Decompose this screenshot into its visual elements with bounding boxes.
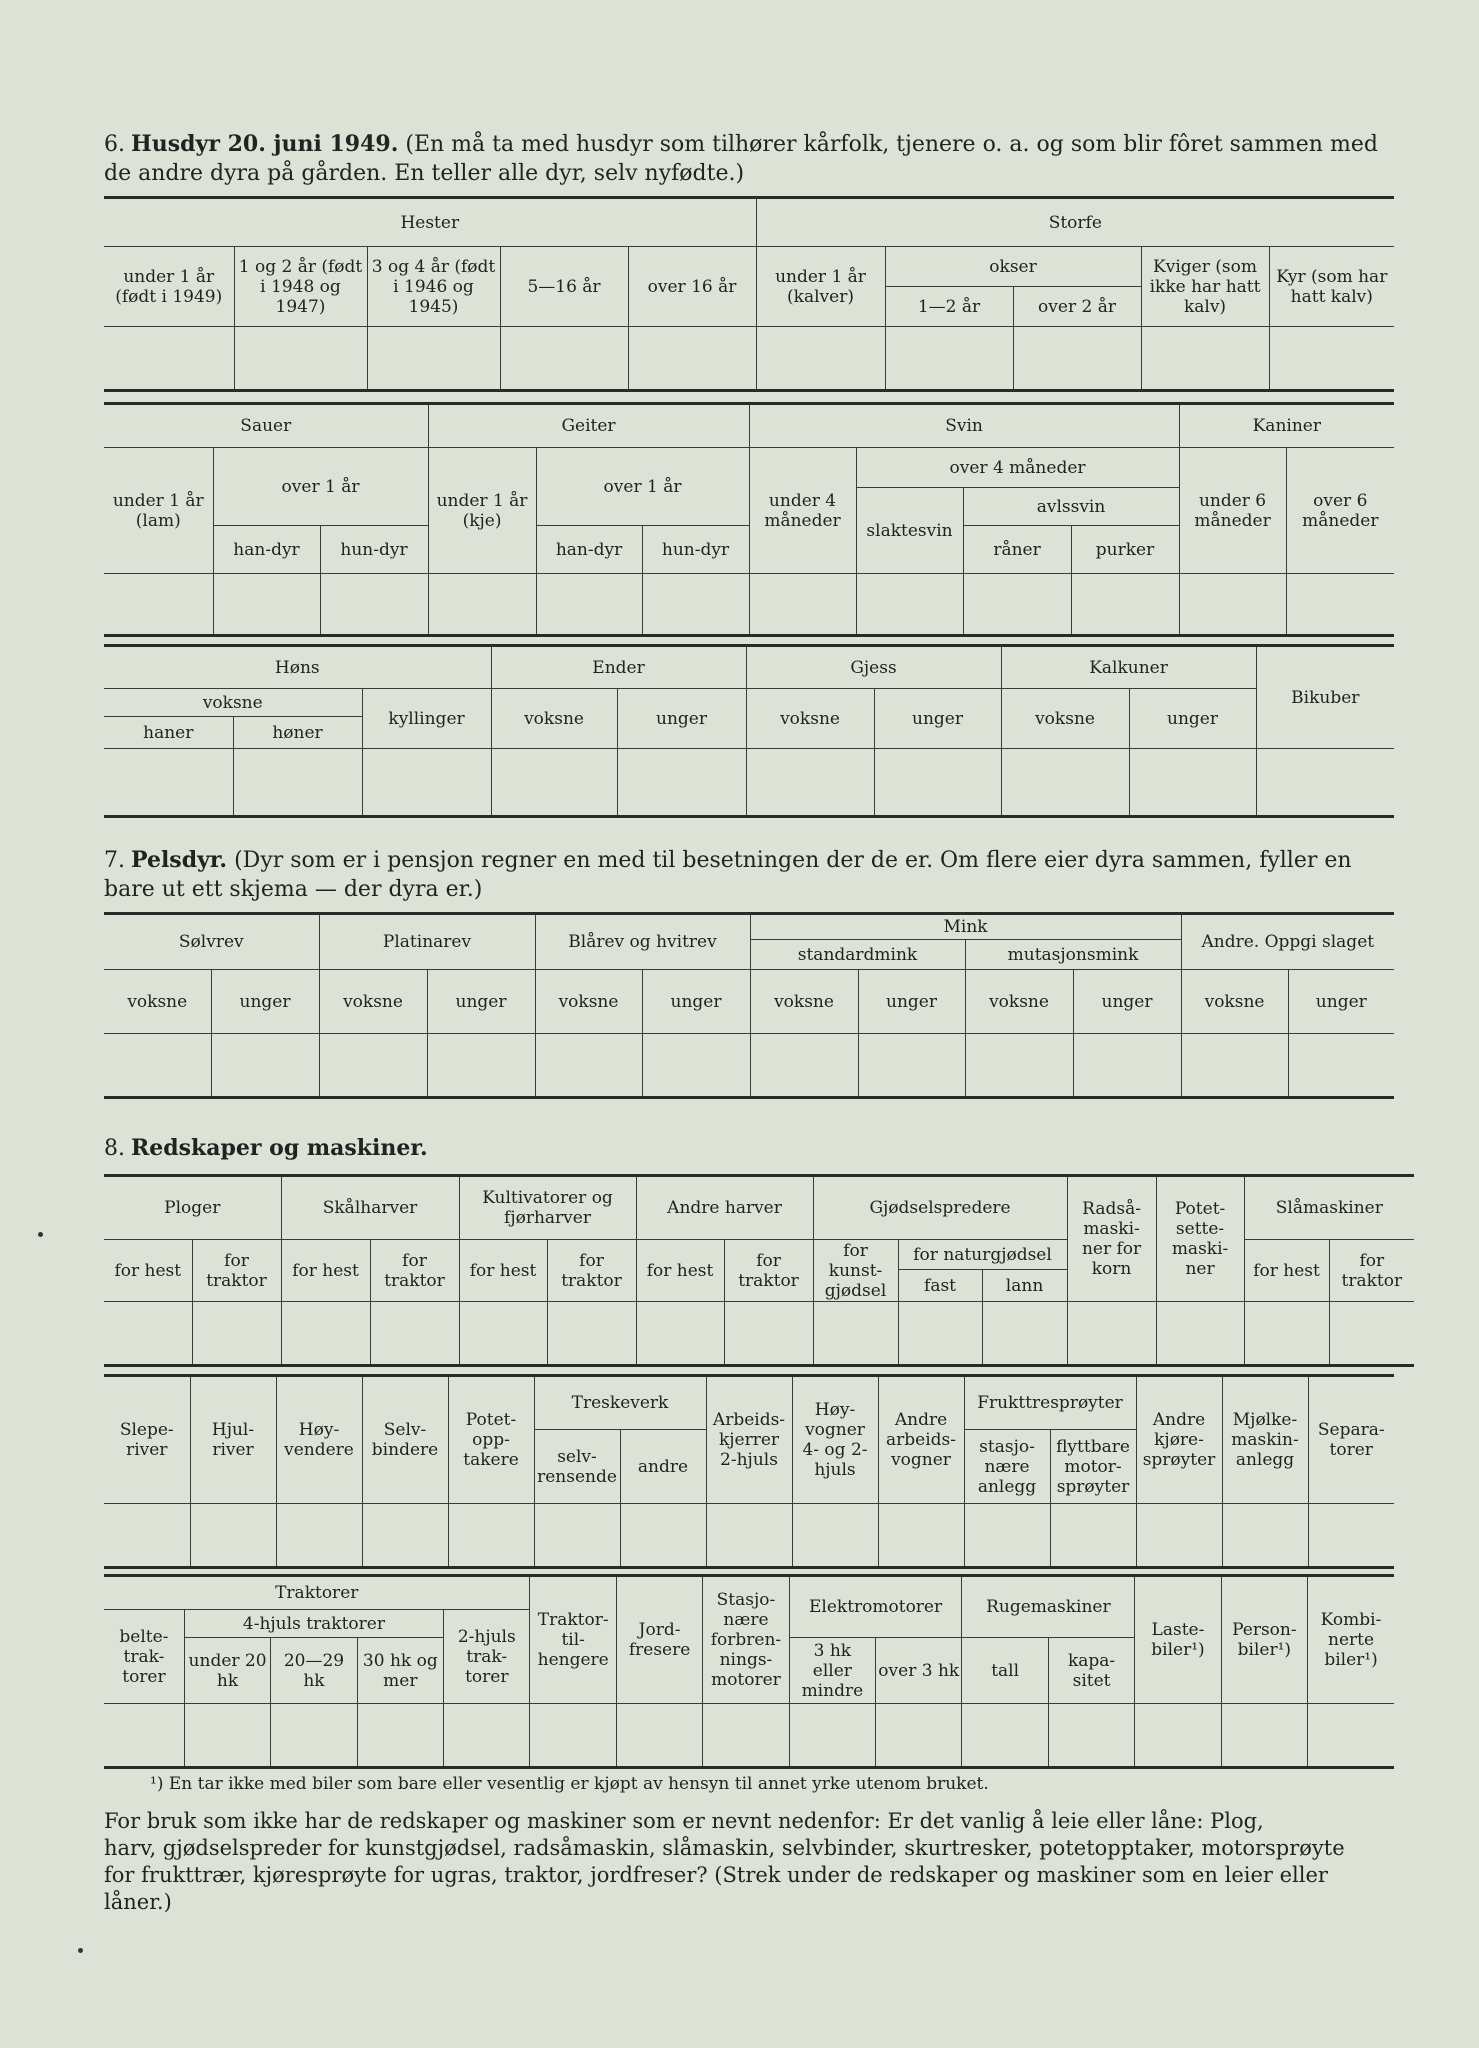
- data-cell[interactable]: [104, 1504, 190, 1568]
- data-cell[interactable]: [1308, 1504, 1394, 1568]
- blarev-header: Blårev og hvitrev: [535, 914, 750, 970]
- elmotor-3hk-eller-mindre: 3 hk eller mindre: [789, 1638, 875, 1704]
- data-cell[interactable]: [1135, 1704, 1221, 1768]
- beltetraktorer: belte-trak-torer: [104, 1610, 184, 1704]
- gjodsel-for-naturgjodsel: for naturgjødsel: [898, 1240, 1067, 1270]
- kultivatorer-for-traktor: for traktor: [547, 1240, 636, 1302]
- data-cell[interactable]: [620, 1504, 706, 1568]
- sproyter-flyttbare: flyttbare motor-sprøyter: [1050, 1430, 1136, 1504]
- andre-harver-for-hest: for hest: [636, 1240, 724, 1302]
- svin-over-4: over 4 måneder: [856, 448, 1179, 488]
- kultivatorer-header: Kultivatorer og fjørharver: [459, 1176, 636, 1240]
- data-cell[interactable]: [534, 1504, 620, 1568]
- skalharver-header: Skålharver: [281, 1176, 459, 1240]
- data-cell[interactable]: [192, 1302, 281, 1366]
- data-cell[interactable]: [858, 1034, 965, 1098]
- andre-unger: unger: [1288, 970, 1394, 1034]
- data-cell[interactable]: [281, 1302, 370, 1366]
- lastebiler-header: Laste-biler¹): [1135, 1576, 1221, 1704]
- kaniner-over-6: over 6 måneder: [1286, 448, 1394, 574]
- data-cell[interactable]: [1141, 327, 1269, 391]
- data-cell[interactable]: [792, 1504, 878, 1568]
- data-cell[interactable]: [362, 749, 491, 817]
- data-cell[interactable]: [724, 1302, 813, 1366]
- slamaskiner-for-hest: for hest: [1244, 1240, 1329, 1302]
- hoyvendere-header: Høy-vendere: [276, 1376, 362, 1504]
- data-cell[interactable]: [367, 327, 500, 391]
- gjess-unger: unger: [874, 689, 1001, 749]
- storfe-header: Storfe: [756, 198, 1394, 247]
- data-cell[interactable]: [104, 327, 234, 391]
- kalkuner-header: Kalkuner: [1001, 646, 1256, 689]
- section-6-title: Husdyr 20. juni 1949.: [131, 131, 399, 157]
- treskeverk-selvrensende: selv-rensende: [534, 1430, 620, 1504]
- section-7-text: (Dyr som er i pensjon regner en med til besetningen der de er. Om flere eier dyra sammen, fyller en bare ut ett skjema — der dyra er.): [104, 848, 1352, 902]
- section-6-number: 6.: [104, 132, 125, 157]
- slamaskiner-header: Slåmaskiner: [1244, 1176, 1414, 1240]
- gjodselspredere-header: Gjødselspredere: [813, 1176, 1067, 1240]
- data-cell[interactable]: [703, 1704, 789, 1768]
- data-cell[interactable]: [746, 749, 874, 817]
- traktorer-header: Traktorer: [104, 1576, 530, 1610]
- data-cell[interactable]: [982, 1302, 1067, 1366]
- data-cell[interactable]: [320, 574, 428, 636]
- kalkuner-unger: unger: [1129, 689, 1256, 749]
- data-cell[interactable]: [491, 749, 617, 817]
- data-cell[interactable]: [319, 1034, 427, 1098]
- data-cell[interactable]: [898, 1302, 982, 1366]
- data-cell[interactable]: [271, 1704, 357, 1768]
- andre-harver-header: Andre harver: [636, 1176, 813, 1240]
- section-8-title: Redskaper og maskiner.: [131, 1135, 428, 1161]
- data-cell[interactable]: [813, 1302, 898, 1366]
- frukttresproyter-header: Frukttresprøyter: [964, 1376, 1136, 1430]
- standardmink-header: standardmink: [750, 940, 965, 970]
- svin-slaktesvin: slaktesvin: [856, 488, 963, 574]
- data-cell[interactable]: [706, 1504, 792, 1568]
- hoyvogner-header: Høy-vogner 4- og 2-hjuls: [792, 1376, 878, 1504]
- firehjuls-traktorer: 4-hjuls traktorer: [184, 1610, 443, 1638]
- data-cell[interactable]: [1222, 1504, 1308, 1568]
- data-cell[interactable]: [789, 1704, 875, 1768]
- elmotor-over-3hk: over 3 hk: [876, 1638, 962, 1704]
- svin-header: Svin: [749, 404, 1179, 448]
- storfe-kviger: Kviger (som ikke har hatt kalv): [1141, 247, 1269, 327]
- table-sheep-goats-pigs: [104, 402, 1394, 637]
- data-cell[interactable]: [459, 1302, 547, 1366]
- data-cell[interactable]: [104, 1704, 184, 1768]
- section-6-text: (En må ta med husdyr som tilhører kårfolk, tjenere o. a. og som blir fôret sammen med de andre dyra på gården. En teller alle dyr, selv nyfødte.): [104, 132, 1378, 186]
- andre-harver-for-traktor: for traktor: [724, 1240, 813, 1302]
- kombinerte-biler-header: Kombi-nerte biler¹): [1308, 1576, 1394, 1704]
- data-cell[interactable]: [616, 1704, 702, 1768]
- table-horses-cattle: [104, 196, 1394, 392]
- data-cell[interactable]: [1179, 574, 1286, 636]
- data-cell[interactable]: [428, 574, 536, 636]
- data-cell[interactable]: [1181, 1034, 1288, 1098]
- table-implements-1: [104, 1174, 1414, 1367]
- treskeverk-header: Treskeverk: [534, 1376, 706, 1430]
- traktor-20-29hk: 20—29 hk: [271, 1638, 357, 1704]
- potetopptakere-header: Potet-opp-takere: [448, 1376, 534, 1504]
- data-cell[interactable]: [1308, 1704, 1394, 1768]
- kultivatorer-for-hest: for hest: [459, 1240, 547, 1302]
- data-cell[interactable]: [642, 574, 749, 636]
- data-cell[interactable]: [1329, 1302, 1414, 1366]
- hons-header: Høns: [104, 646, 491, 689]
- data-cell[interactable]: [856, 574, 963, 636]
- svin-avlssvin: avlssvin: [963, 488, 1179, 526]
- bikuber-header: Bikuber: [1256, 646, 1394, 749]
- hester-1-2: 1 og 2 år (født i 1948 og 1947): [234, 247, 367, 327]
- closing-line-3: for frukttrær, kjøresprøyte for ugras, traktor, jordfreser? (Strek under de redskaper og maskiner som en leier eller låner.): [104, 1863, 1328, 1914]
- traktor-under-20hk: under 20 hk: [184, 1638, 270, 1704]
- data-cell[interactable]: [1136, 1504, 1222, 1568]
- data-cell[interactable]: [104, 574, 213, 636]
- hons-haner: haner: [104, 717, 233, 749]
- data-cell[interactable]: [628, 327, 756, 391]
- solvrev-voksne: voksne: [104, 970, 211, 1034]
- data-cell[interactable]: [1244, 1302, 1329, 1366]
- arbeidskjerrer-header: Arbeids-kjerrer 2-hjuls: [706, 1376, 792, 1504]
- hester-5-16: 5—16 år: [500, 247, 628, 327]
- gjodsel-lann: lann: [982, 1270, 1067, 1302]
- blarev-unger: unger: [642, 970, 750, 1034]
- geiter-handyr: han-dyr: [536, 526, 642, 574]
- data-cell[interactable]: [500, 327, 628, 391]
- ploger-header: Ploger: [104, 1176, 281, 1240]
- data-cell[interactable]: [874, 749, 1001, 817]
- data-cell[interactable]: [1129, 749, 1256, 817]
- data-cell[interactable]: [1269, 327, 1394, 391]
- hjulriver-header: Hjul-river: [190, 1376, 276, 1504]
- hons-honer: høner: [233, 717, 362, 749]
- data-cell[interactable]: [1048, 1704, 1134, 1768]
- kaniner-under-6: under 6 måneder: [1179, 448, 1286, 574]
- platinarev-unger: unger: [427, 970, 535, 1034]
- section-7-number: 7.: [104, 848, 125, 873]
- blarev-voksne: voksne: [535, 970, 642, 1034]
- gjess-header: Gjess: [746, 646, 1001, 689]
- data-cell[interactable]: [1286, 574, 1394, 636]
- section-7-title: Pelsdyr.: [131, 847, 228, 873]
- data-cell[interactable]: [1221, 1704, 1307, 1768]
- sauer-lam: under 1 år (lam): [104, 448, 213, 574]
- data-cell[interactable]: [878, 1504, 964, 1568]
- data-cell[interactable]: [184, 1704, 270, 1768]
- ender-voksne: voksne: [491, 689, 617, 749]
- okser-1-2: 1—2 år: [885, 287, 1013, 327]
- separatorer-header: Separa-torer: [1308, 1376, 1394, 1504]
- data-cell[interactable]: [535, 1034, 642, 1098]
- rugemaskiner-tall: tall: [962, 1638, 1048, 1704]
- data-cell[interactable]: [963, 574, 1071, 636]
- mutasjonsmink-header: mutasjonsmink: [965, 940, 1181, 970]
- svin-raner: råner: [963, 526, 1071, 574]
- mutasjonsmink-unger: unger: [1073, 970, 1181, 1034]
- elektromotorer-header: Elektromotorer: [789, 1576, 962, 1638]
- svin-purker: purker: [1071, 526, 1179, 574]
- data-cell[interactable]: [1001, 749, 1129, 817]
- platinarev-voksne: voksne: [319, 970, 427, 1034]
- gjodsel-for-kunstgjodsel: for kunst-gjødsel: [813, 1240, 898, 1302]
- okser-over-2: over 2 år: [1013, 287, 1141, 327]
- data-cell[interactable]: [1067, 1302, 1156, 1366]
- data-cell[interactable]: [104, 1034, 211, 1098]
- data-cell[interactable]: [190, 1504, 276, 1568]
- sauer-handyr: han-dyr: [213, 526, 320, 574]
- mink-header: Mink: [750, 914, 1181, 940]
- closing-line-1: For bruk som ikke har de redskaper og maskiner som er nevnt nedenfor: Er det vanlig å leie eller låne: Plog,: [104, 1809, 1264, 1833]
- sauer-header: Sauer: [104, 404, 428, 448]
- data-cell[interactable]: [1156, 1302, 1244, 1366]
- data-cell[interactable]: [962, 1704, 1048, 1768]
- standardmink-voksne: voksne: [750, 970, 858, 1034]
- forbrenningsmotorer-header: Stasjo-nære forbren-nings-motorer: [703, 1576, 789, 1704]
- platinarev-header: Platinarev: [319, 914, 535, 970]
- ploger-for-hest: for hest: [104, 1240, 192, 1302]
- hester-under-1: under 1 år (født i 1949): [104, 247, 234, 327]
- data-cell[interactable]: [749, 574, 856, 636]
- hons-kyllinger: kyllinger: [362, 689, 491, 749]
- geiter-header: Geiter: [428, 404, 749, 448]
- margin-mark: [38, 1232, 43, 1237]
- table-tractors-vehicles: [104, 1574, 1394, 1769]
- data-cell[interactable]: [756, 327, 885, 391]
- geiter-kje: under 1 år (kje): [428, 448, 536, 574]
- andre-pelsdyr-header: Andre. Oppgi slaget: [1181, 914, 1394, 970]
- footnote: ¹) En tar ikke med biler som bare eller vesentlig er kjøpt av hensyn til annet yrke utenom bruket.: [150, 1774, 989, 1794]
- data-cell[interactable]: [233, 749, 362, 817]
- gjess-voksne: voksne: [746, 689, 874, 749]
- table-poultry: [104, 644, 1394, 818]
- data-cell[interactable]: [213, 574, 320, 636]
- data-cell[interactable]: [1073, 1034, 1181, 1098]
- ender-unger: unger: [617, 689, 746, 749]
- hons-voksne: voksne: [104, 689, 362, 717]
- data-cell[interactable]: [617, 749, 746, 817]
- solvrev-header: Sølvrev: [104, 914, 319, 970]
- closing-line-2: harv, gjødselspreder for kunstgjødsel, radsåmaskin, slåmaskin, selvbinder, skurtresker, potetopptaker, motorsprøyte: [104, 1836, 1345, 1860]
- hester-header: Hester: [104, 198, 756, 247]
- data-cell[interactable]: [750, 1034, 858, 1098]
- sproyter-stasjonaere: stasjo-nære anlegg: [964, 1430, 1050, 1504]
- selvbindere-header: Selv-bindere: [362, 1376, 448, 1504]
- data-cell[interactable]: [1013, 327, 1141, 391]
- slamaskiner-for-traktor: for traktor: [1329, 1240, 1414, 1302]
- mjolkemaskin-header: Mjølke-maskin-anlegg: [1222, 1376, 1308, 1504]
- data-cell[interactable]: [1256, 749, 1394, 817]
- section-8-number: 8.: [104, 1136, 125, 1161]
- data-cell[interactable]: [547, 1302, 636, 1366]
- data-cell[interactable]: [1050, 1504, 1136, 1568]
- data-cell[interactable]: [362, 1504, 448, 1568]
- storfe-kyr: Kyr (som har hatt kalv): [1269, 247, 1394, 327]
- solvrev-unger: unger: [211, 970, 319, 1034]
- data-cell[interactable]: [885, 327, 1013, 391]
- closing-question: [104, 1808, 1394, 1916]
- ender-header: Ender: [491, 646, 746, 689]
- data-cell[interactable]: [965, 1034, 1073, 1098]
- rugemaskiner-header: Rugemaskiner: [962, 1576, 1135, 1638]
- data-cell[interactable]: [370, 1302, 459, 1366]
- ploger-for-traktor: for traktor: [192, 1240, 281, 1302]
- data-cell[interactable]: [1288, 1034, 1394, 1098]
- storfe-okser: okser: [885, 247, 1141, 287]
- data-cell[interactable]: [211, 1034, 319, 1098]
- section-8-heading: [104, 1134, 1394, 1163]
- hester-3-4: 3 og 4 år (født i 1946 og 1945): [367, 247, 500, 327]
- personbiler-header: Person-biler¹): [1221, 1576, 1307, 1704]
- standardmink-unger: unger: [858, 970, 965, 1034]
- data-cell[interactable]: [444, 1704, 530, 1768]
- data-cell[interactable]: [104, 749, 233, 817]
- data-cell[interactable]: [530, 1704, 616, 1768]
- table-fur-animals: [104, 912, 1394, 1099]
- svin-under-4: under 4 måneder: [749, 448, 856, 574]
- radsamaskiner-header: Radså-maski-ner for korn: [1067, 1176, 1156, 1302]
- geiter-hundyr: hun-dyr: [642, 526, 749, 574]
- data-cell[interactable]: [536, 574, 642, 636]
- sauer-hundyr: hun-dyr: [320, 526, 428, 574]
- andre-voksne: voksne: [1181, 970, 1288, 1034]
- rugemaskiner-kapasitet: kapa-sitet: [1048, 1638, 1134, 1704]
- arbeidsvogner-header: Andre arbeids-vogner: [878, 1376, 964, 1504]
- skalharver-for-traktor: for traktor: [370, 1240, 459, 1302]
- margin-mark: [78, 1948, 83, 1953]
- section-7-heading: [104, 846, 1394, 904]
- kaniner-header: Kaniner: [1179, 404, 1394, 448]
- sleperiver-header: Slepe-river: [104, 1376, 190, 1504]
- tohjuls-traktorer: 2-hjuls trak-torer: [444, 1610, 530, 1704]
- data-cell[interactable]: [876, 1704, 962, 1768]
- jordfresere-header: Jord-fresere: [616, 1576, 702, 1704]
- data-cell[interactable]: [234, 327, 367, 391]
- kjoresproyter-header: Andre kjøre-sprøyter: [1136, 1376, 1222, 1504]
- data-cell[interactable]: [642, 1034, 750, 1098]
- data-cell[interactable]: [357, 1704, 443, 1768]
- data-cell[interactable]: [276, 1504, 362, 1568]
- potetsettemaskiner-header: Potet-sette-maski-ner: [1156, 1176, 1244, 1302]
- treskeverk-andre: andre: [620, 1430, 706, 1504]
- data-cell[interactable]: [427, 1034, 535, 1098]
- traktor-30hk: 30 hk og mer: [357, 1638, 443, 1704]
- storfe-kalver: under 1 år (kalver): [756, 247, 885, 327]
- table-implements-2: [104, 1374, 1394, 1569]
- data-cell[interactable]: [636, 1302, 724, 1366]
- mutasjonsmink-voksne: voksne: [965, 970, 1073, 1034]
- gjodsel-fast: fast: [898, 1270, 982, 1302]
- kalkuner-voksne: voksne: [1001, 689, 1129, 749]
- geiter-over-1: over 1 år: [536, 448, 749, 526]
- data-cell[interactable]: [964, 1504, 1050, 1568]
- data-cell[interactable]: [448, 1504, 534, 1568]
- sauer-over-1: over 1 år: [213, 448, 428, 526]
- hester-over-16: over 16 år: [628, 247, 756, 327]
- section-6-heading: [104, 130, 1394, 188]
- data-cell[interactable]: [1071, 574, 1179, 636]
- traktortilhengere-header: Traktor-til-hengere: [530, 1576, 616, 1704]
- data-cell[interactable]: [104, 1302, 192, 1366]
- skalharver-for-hest: for hest: [281, 1240, 370, 1302]
